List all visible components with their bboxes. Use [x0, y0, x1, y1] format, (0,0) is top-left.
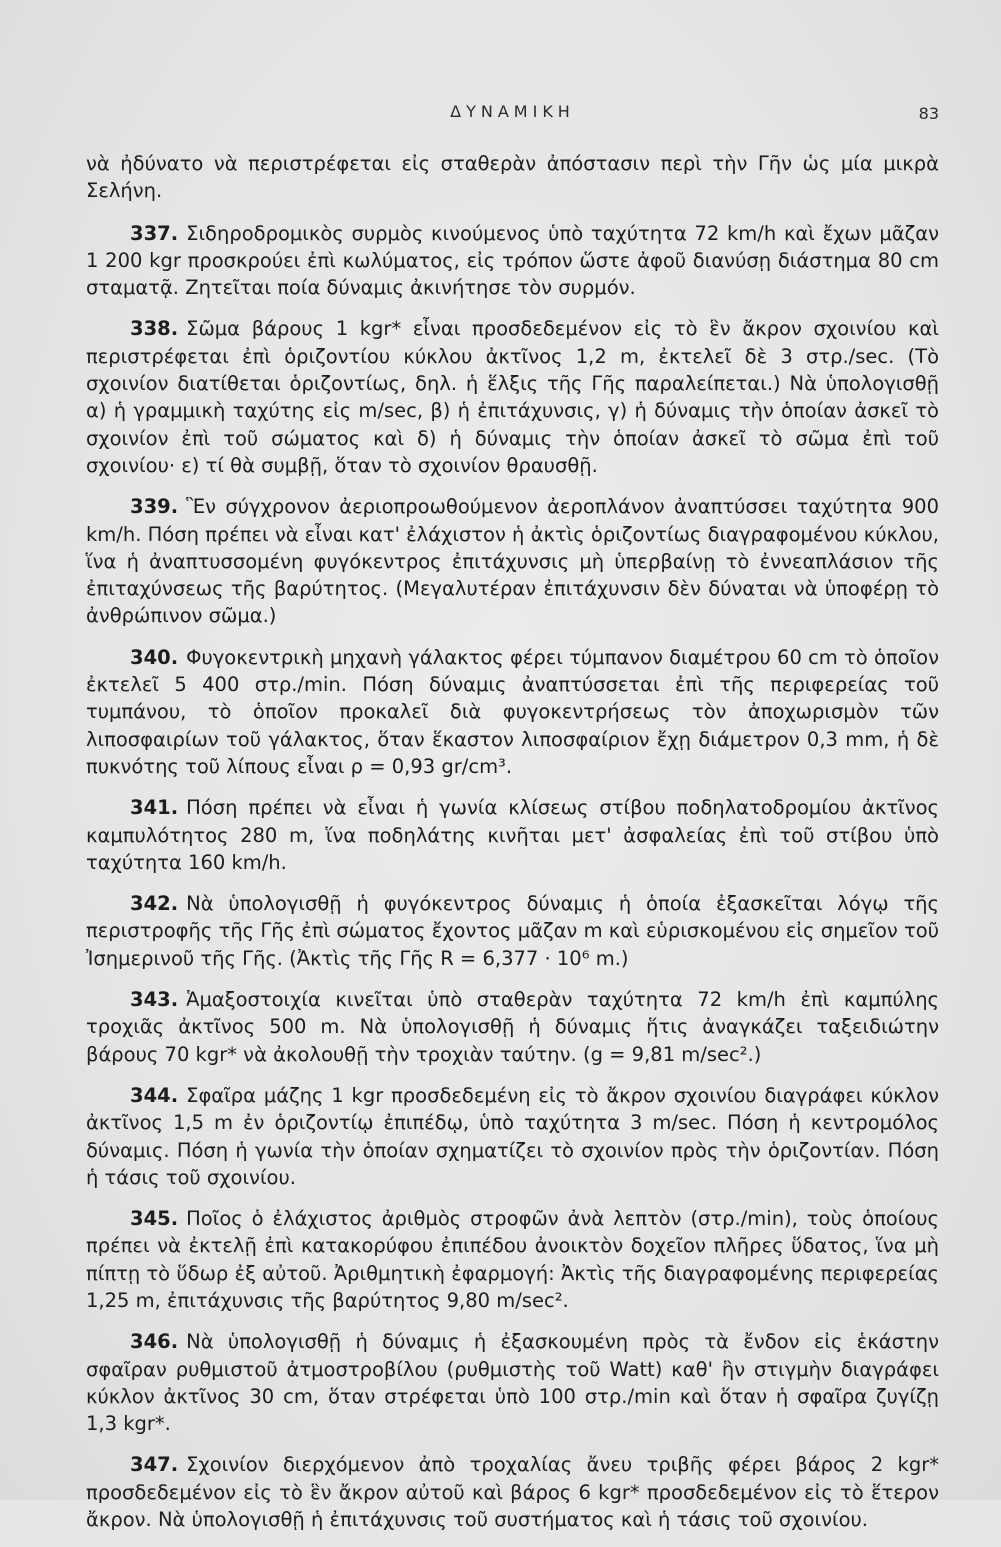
problem-337	[86, 220, 939, 302]
problem-number: 341.	[130, 796, 179, 820]
problem-341	[86, 794, 939, 876]
problem-number: 340.	[130, 645, 179, 669]
problem-number: 343.	[130, 988, 179, 1012]
problem-text: Φυγοκεντρικὴ μηχανὴ γάλακτος φέρει τύμπανον διαμέτρου 60 cm τὸ ὁποῖον ἐκτελεῖ 5 400 στρ./min. Πόση δύναμις ἀναπτύσσεται ἐπὶ τῆς περιφερείας τοῦ τυμπάνου, τὸ ὁποῖον προκαλεῖ διὰ φυγοκεντρήσεως τὸν ἀποχωρισμὸν τῶν λιποσφαιρίων τοῦ γάλακτος, ὅταν ἕκαστον λιποσφαίριον ἔχῃ διάμετρον 0,3 mm, ἡ δὲ πυκνότης τοῦ λίπους εἶναι ρ = 0,93 gr/cm³.	[86, 645, 939, 778]
page-header	[86, 102, 939, 132]
problem-number: 338.	[130, 317, 179, 341]
running-title: ΔΥΝΑΜΙΚΗ	[450, 102, 575, 121]
problem-text: Ποῖος ὁ ἐλάχιστος ἀριθμὸς στροφῶν ἀνὰ λεπτὸν (στρ./min), τοὺς ὁποίους πρέπει νὰ ἐκτελῇ ἐπὶ κατακορύφου ἐπιπέδου ἀνοικτὸν δοχεῖον πλῆρες ὕδατος, ἵνα μὴ πίπτῃ τὸ ὕδωρ ἐξ αὐτοῦ. Ἀριθμητικὴ ἐφαρμογή: Ἀκτὶς τῆς διαγραφομένης περιφερείας 1,25 m, ἐπιτάχυνσις τῆς βαρύτητος 9,80 m/sec².	[86, 1207, 939, 1312]
problem-number: 337.	[130, 221, 179, 245]
problem-347	[86, 1451, 939, 1533]
problem-342	[86, 890, 939, 972]
problem-number: 345.	[130, 1207, 179, 1231]
problem-text: Σιδηροδρομικὸς συρμὸς κινούμενος ὑπὸ ταχύτητα 72 km/h καὶ ἔχων μᾶζαν 1 200 kgr προσκρούει ἐπὶ κωλύματος, εἰς τρόπον ὥστε ἀφοῦ διανύσῃ διάστημα 80 cm σταματᾷ. Ζητεῖται ποία δύναμις ἀκινήτησε τὸν συρμόν.	[86, 221, 939, 300]
problem-344	[86, 1082, 939, 1191]
problem-text: Ἁμαξοστοιχία κινεῖται ὑπὸ σταθερὰν ταχύτητα 72 km/h ἐπὶ καμπύλης τροχιᾶς ἀκτῖνος 500 m. Νὰ ὑπολογισθῇ ἡ δύναμις ἥτις ἀναγκάζει ταξειδιώτην βάρους 70 kgr* νὰ ἀκολουθῇ τὴν τροχιὰν ταύτην. (g = 9,81 m/sec².)	[86, 988, 939, 1066]
problem-text: Σφαῖρα μάζης 1 kgr προσδεδεμένη εἰς τὸ ἄκρον σχοινίου διαγράφει κύκλον ἀκτῖνος 1,5 m ἐν ὁριζοντίῳ ἐπιπέδῳ, ὑπὸ ταχύτητα 3 m/sec. Πόση ἡ κεντρομόλος δύναμις. Πόση ἡ γωνία τὴν ὁποίαν σχηματίζει τὸ σχοινίον πρὸς τὴν ὁριζοντίαν. Πόση ἡ τάσις τοῦ σχοινίου.	[86, 1083, 939, 1189]
problem-text: Νὰ ὑπολογισθῇ ἡ φυγόκεντρος δύναμις ἡ ὁποία ἐξασκεῖται λόγῳ τῆς περιστροφῆς τῆς Γῆς ἐπὶ σώματος ἔχοντος μᾶζαν m καὶ εὑρισκομένου εἰς σημεῖον τοῦ Ἰσημερινοῦ τῆς Γῆς. (Ἀκτὶς τῆς Γῆς R = 6,377 · 10⁶ m.)	[86, 892, 939, 970]
problem-number: 339.	[130, 495, 179, 519]
page-number: 83	[918, 104, 939, 123]
problem-text: Σῶμα βάρους 1 kgr* εἶναι προσδεδεμένον εἰς τὸ ἓν ἄκρον σχοινίου καὶ περιστρέφεται ἐπὶ ὁριζοντίου κύκλου ἀκτῖνος 1,2 m, ἐκτελεῖ δὲ 3 στρ./sec. (Τὸ σχοινίον διατίθεται ὁριζοντίως, δηλ. ἡ ἕλξις τῆς Γῆς παραλείπεται.) Νὰ ὑπολογισθῇ α) ἡ γραμμικὴ ταχύτης εἰς m/sec, β) ἡ ἐπιτάχυνσις, γ) ἡ δύναμις τὴν ὁποίαν ἀσκεῖ τὸ σχοινίον ἐπὶ τοῦ σώματος καὶ δ) ἡ δύναμις τὴν ὁποίαν ἀσκεῖ τὸ σῶμα ἐπὶ τοῦ σχοινίου· ε) τί θὰ συμβῇ, ὅταν τὸ σχοινίον θραυσθῇ.	[86, 317, 939, 477]
continued-paragraph: νὰ ἠδύνατο νὰ περιστρέφεται εἰς σταθερὰν ἀπόστασιν περὶ τὴν Γῆν ὡς μία μικρὰ Σελήνη.	[86, 152, 939, 203]
problem-number: 346.	[130, 1330, 179, 1354]
problem-340	[86, 644, 939, 780]
problem-343	[86, 986, 939, 1068]
problem-text: Σχοινίον διερχόμενον ἀπὸ τροχαλίας ἄνευ τριβῆς φέρει βάρος 2 kgr* προσδεδεμένον εἰς τὸ ἓν ἄκρον αὐτοῦ καὶ βάρος 6 kgr* προσδεδεμένον εἰς τὸ ἕτερον ἄκρον. Νὰ ὑπολογισθῇ ἡ ἐπιτάχυνσις τοῦ συστήματος καὶ ἡ τάσις τοῦ σχοινίου.	[86, 1453, 939, 1532]
problem-346	[86, 1328, 939, 1437]
page-body	[86, 150, 939, 1547]
problem-number: 344.	[130, 1083, 179, 1107]
problem-text: Ἓν σύγχρονον ἀεριοπροωθούμενον ἀεροπλάνον ἀναπτύσσει ταχύτητα 900 km/h. Πόση πρέπει νὰ εἶναι κατ' ἐλάχιστον ἡ ἀκτὶς ὁριζοντίως διαγραφομένου κύκλου, ἵνα ἡ ἀναπτυσσομένη φυγόκεντρος ἐπιτάχυνσις μὴ ὑπερβαίνῃ τὸ ἐννεαπλάσιον τῆς ἐπιταχύνσεως τῆς βαρύτητος. (Μεγαλυτέραν ἐπιτάχυνσιν δὲν δύναται νὰ ὑποφέρῃ τὸ ἀνθρώπινον σῶμα.)	[86, 495, 940, 628]
problem-345	[86, 1205, 939, 1314]
problem-number: 347.	[130, 1453, 179, 1477]
problem-text: Νὰ ὑπολογισθῇ ἡ δύναμις ἡ ἐξασκουμένη πρὸς τὰ ἔνδον εἰς ἑκάστην σφαῖραν ρυθμιστοῦ ἀτμοστροβίλου (ρυθμιστὴς τοῦ Watt) καθ' ἣν στιγμὴν διαγράφει κύκλον ἀκτῖνος 30 cm, ὅταν στρέφεται ὑπὸ 100 στρ./min καὶ ὅταν ἡ σφαῖρα ζυγίζῃ 1,3 kgr*.	[86, 1330, 939, 1436]
problem-338	[86, 315, 939, 479]
problem-number: 342.	[130, 892, 179, 916]
problem-text: Πόση πρέπει νὰ εἶναι ἡ γωνία κλίσεως στίβου ποδηλατοδρομίου ἀκτῖνος καμπυλότητος 280 m, ἵνα ποδηλάτης κινῆται μετ' ἀσφαλείας ἐπὶ τοῦ στίβου ὑπὸ ταχύτητα 160 km/h.	[86, 796, 939, 874]
problem-339	[86, 493, 939, 629]
